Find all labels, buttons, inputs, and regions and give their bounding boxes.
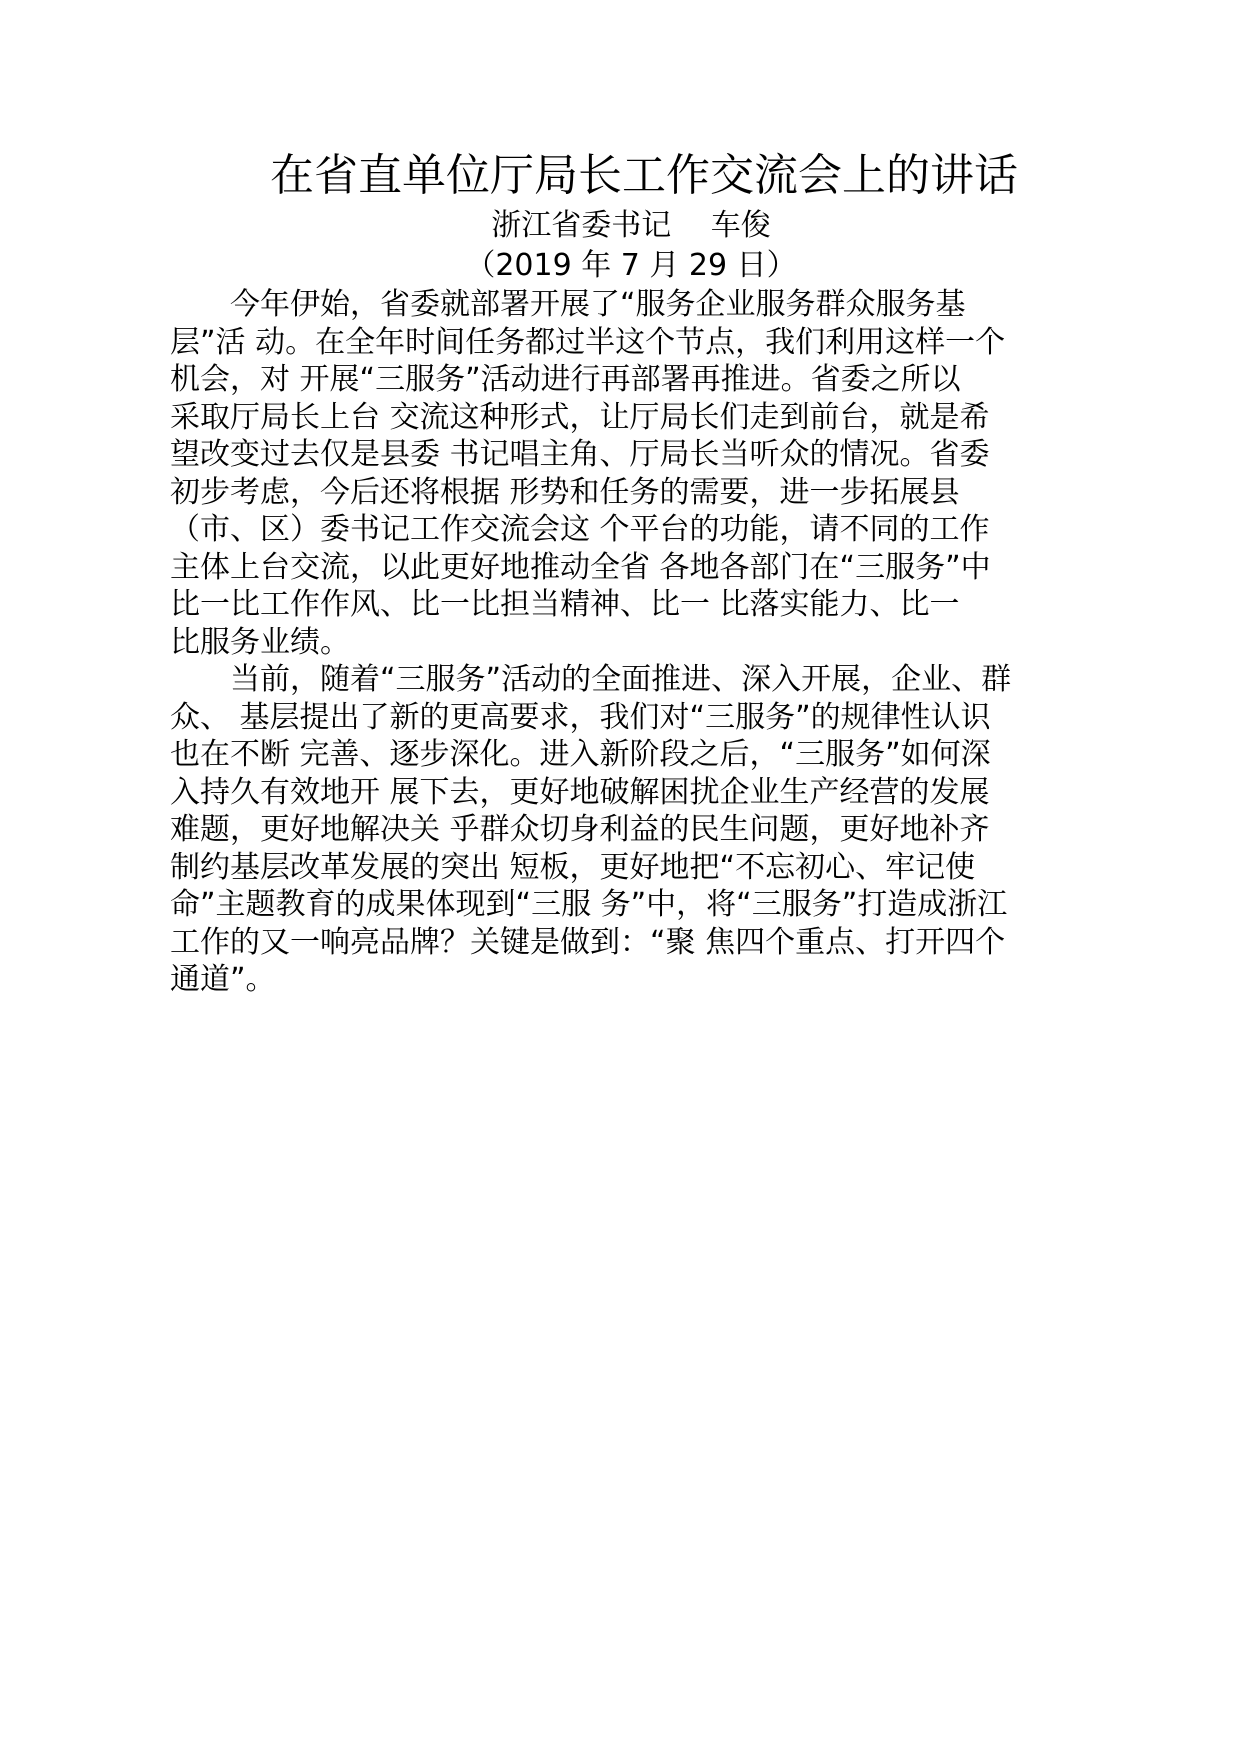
text-line: 命”主题教育的成果体现到“三服 务”中，将“三服务”打造成浙江 bbox=[170, 887, 1008, 922]
text-line: 当前，随着“三服务”活动的全面推进、深入开展，企业、群 bbox=[170, 662, 1012, 697]
document-title: 在省直单位厅局长工作交流会上的讲话 bbox=[270, 150, 1018, 201]
text-line: 入持久有效地开 展下去，更好地破解困扰企业生产经营的发展 bbox=[170, 774, 990, 810]
text-line: 难题，更好地解决关 乎群众切身利益的民生问题，更好地补齐 bbox=[170, 812, 990, 847]
paragraph bbox=[170, 286, 1090, 661]
speech-date: （2019 年 7 月 29 日） bbox=[465, 248, 797, 283]
text-line: 望改变过去仅是县委 书记唱主角、厅局长当听众的情况。省委 bbox=[170, 437, 990, 472]
text-line: 比一比工作作风、比一比担当精神、比一 比落实能力、比一 bbox=[170, 587, 960, 622]
text-line: 今年伊始，省委就部署开展了“服务企业服务群众服务基 bbox=[170, 287, 966, 322]
text-line: 工作的又一响亮品牌？关键是做到：“聚 焦四个重点、打开四个 bbox=[170, 924, 1006, 960]
text-line: 初步考虑，今后还将根据 形势和任务的需要，进一步拓展县 bbox=[170, 474, 960, 510]
text-line: 采取厅局长上台 交流这种形式，让厅局长们走到前台，就是希 bbox=[170, 399, 990, 435]
text-line: 制约基层改革发展的突出 短板，更好地把“不忘初心、牢记使 bbox=[170, 849, 976, 885]
paragraph bbox=[170, 661, 1090, 999]
text-line: 层”活 动。在全年时间任务都过半这个节点，我们利用这样一个 bbox=[170, 324, 1006, 360]
text-line: 众、 基层提出了新的更高要求，我们对“三服务”的规律性认识 bbox=[170, 699, 991, 735]
document-body bbox=[170, 286, 1090, 999]
text-line: 主体上台交流，以此更好地推动全省 各地各部门在“三服务”中 bbox=[170, 549, 991, 585]
text-line: 机会，对 开展“三服务”活动进行再部署再推进。省委之所以 bbox=[170, 362, 961, 397]
text-line: 也在不断 完善、逐步深化。进入新阶段之后，“三服务”如何深 bbox=[170, 737, 991, 772]
text-line: 通道”。 bbox=[170, 962, 276, 997]
text-line: 比服务业绩。 bbox=[170, 624, 350, 660]
author-byline: 浙江省委书记 车俊 bbox=[491, 208, 771, 243]
text-line: （市、区）委书记工作交流会这 个平台的功能，请不同的工作 bbox=[170, 512, 990, 547]
